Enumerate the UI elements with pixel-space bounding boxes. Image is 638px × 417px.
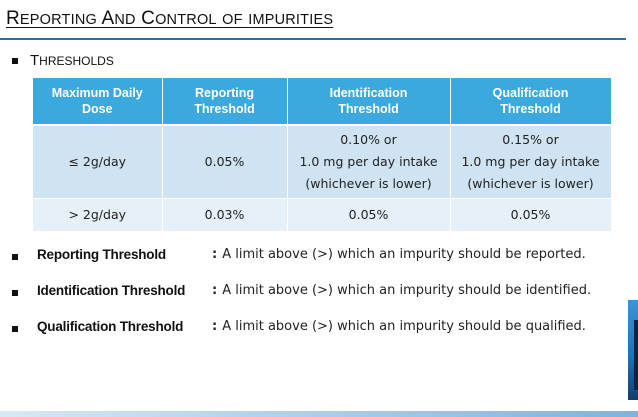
definition-text: A limit above (>) which an impurity should be identified. — [222, 283, 592, 298]
header-line: Threshold — [500, 102, 561, 116]
definition-text-wrap — [212, 247, 586, 262]
header-line: Reporting — [194, 86, 255, 100]
bullet-icon — [12, 290, 18, 296]
cell-line: 0.15% or — [502, 132, 559, 147]
header-reporting-threshold — [162, 78, 287, 125]
definition-text: A limit above (>) which an impurity should be reported. — [222, 247, 586, 262]
table-header-row — [33, 78, 611, 125]
definition-text: A limit above (>) which an impurity should be qualified. — [222, 319, 586, 334]
header-line: Maximum Daily — [51, 86, 143, 100]
definition-item — [12, 281, 622, 317]
slide-title: REPORTING AND CONTROL OF IMPURITIES — [6, 8, 334, 29]
definition-item — [12, 245, 622, 281]
cell-dose: > 2g/day — [33, 199, 162, 232]
cell-line: (whichever is lower) — [467, 176, 594, 191]
bullet-icon — [12, 58, 18, 64]
header-identification-threshold — [287, 78, 450, 125]
cell-line: 1.0 mg per day intake — [299, 154, 438, 169]
definition-colon: : — [212, 247, 218, 262]
definition-text-wrap — [212, 283, 591, 298]
decorative-accent-bar — [634, 320, 638, 390]
thresholds-table — [33, 78, 612, 232]
header-max-daily-dose — [33, 78, 162, 125]
header-line: Identification — [329, 86, 408, 100]
header-line: Qualification — [492, 86, 569, 100]
cell-qualification: 0.05% — [450, 199, 611, 232]
header-line: Threshold — [194, 102, 255, 116]
definition-term: Qualification Threshold — [37, 319, 184, 334]
cell-qualification — [450, 125, 611, 199]
title-divider — [0, 38, 626, 40]
cell-line: 0.10% or — [340, 132, 397, 147]
cell-reporting: 0.03% — [162, 199, 287, 232]
cell-line: (whichever is lower) — [305, 176, 432, 191]
bullet-icon — [12, 254, 18, 260]
decorative-bottom-band — [0, 411, 638, 417]
table-row — [33, 199, 611, 232]
cell-identification — [287, 125, 450, 199]
definitions-list — [12, 245, 622, 353]
table-row — [33, 125, 611, 199]
header-qualification-threshold — [450, 78, 611, 125]
cell-reporting: 0.05% — [162, 125, 287, 199]
cell-identification: 0.05% — [287, 199, 450, 232]
header-line: Threshold — [338, 102, 399, 116]
section-heading-text: THRESHOLDS — [30, 52, 114, 69]
cell-line: 1.0 mg per day intake — [461, 154, 600, 169]
definition-text-wrap — [212, 319, 586, 334]
bullet-icon — [12, 326, 18, 332]
cell-dose: ≤ 2g/day — [33, 125, 162, 199]
definition-item — [12, 317, 622, 353]
definition-colon: : — [212, 283, 218, 298]
definition-term: Reporting Threshold — [37, 247, 166, 262]
definition-colon: : — [212, 319, 218, 334]
definition-term: Identification Threshold — [37, 283, 186, 298]
section-heading — [12, 52, 114, 69]
header-line: Dose — [81, 102, 113, 116]
